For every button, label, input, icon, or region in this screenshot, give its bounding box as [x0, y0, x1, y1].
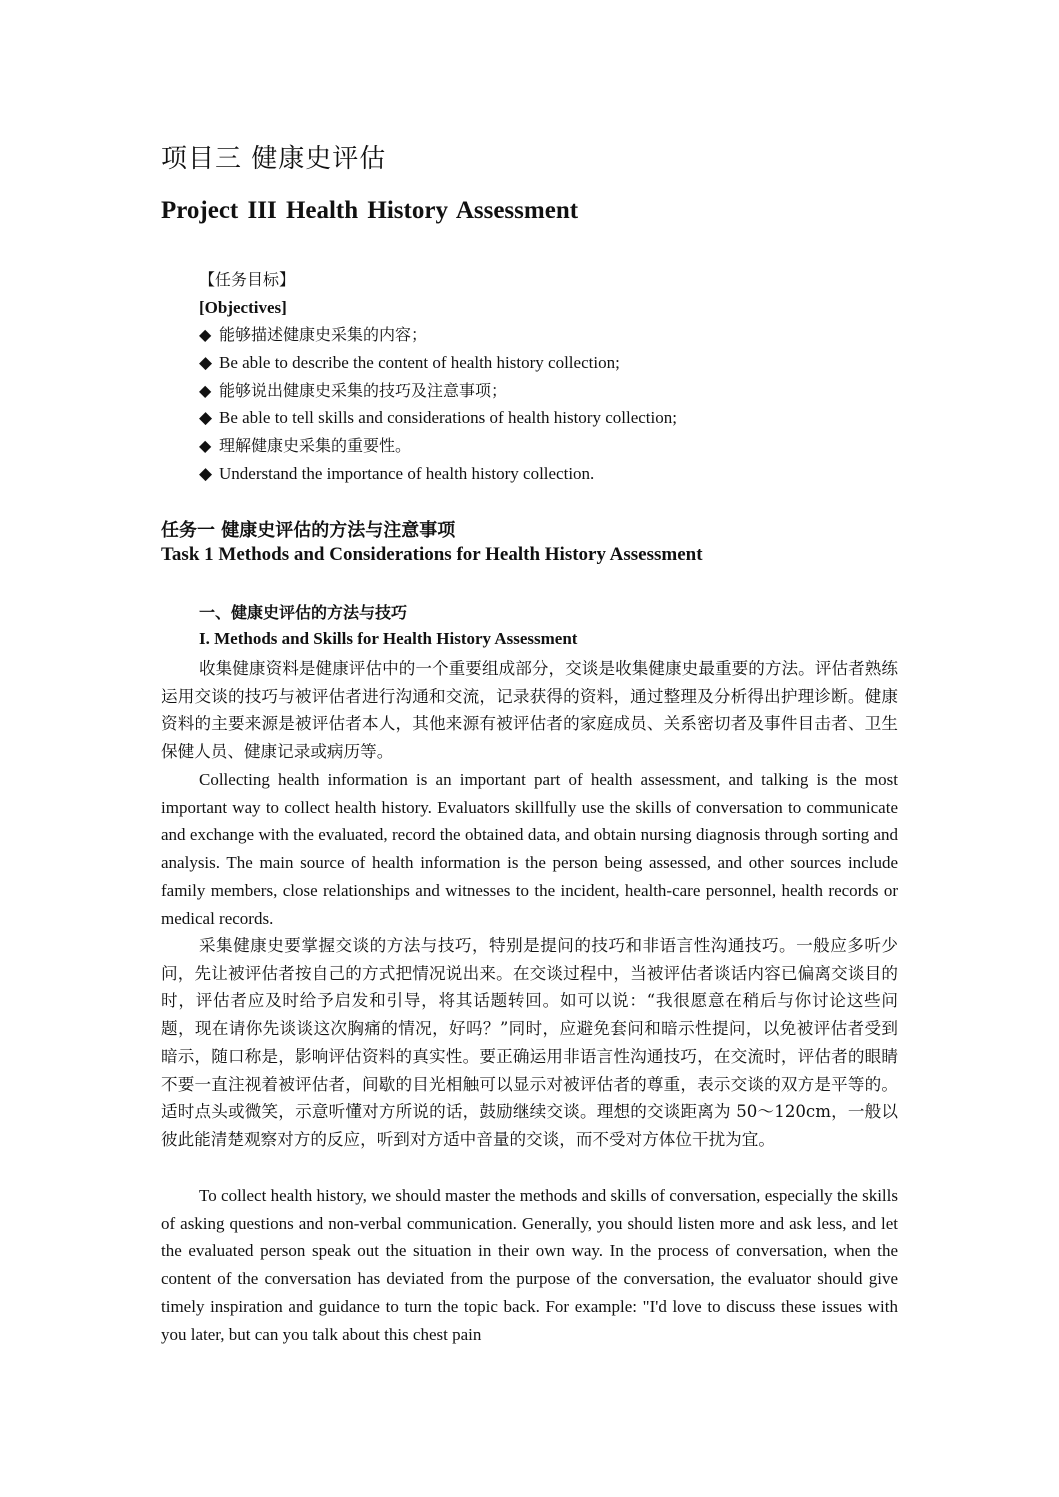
objectives-block — [199, 266, 899, 488]
paragraph-cn: 收集健康资料是健康评估中的一个重要组成部分，交谈是收集健康史最重要的方法。评估者熟练运用交谈的技巧与被评估者进行沟通和交流，记录获得的资料，通过整理及分析得出护理诊断。健康资料的主要来源是被评估者本人，其他来源有被评估者的家庭成员、关系密切者及事件目击者、卫生保健人员、健康记录或病历等。 — [161, 659, 898, 762]
project-title-cn: 项目三 健康史评估 — [161, 144, 387, 174]
paragraph-en: To collect health history, we should master the methods and skills of conversation, especially the skills of asking questions and non-verbal communication. Generally, you should listen more and ask less, and let the evaluated person speak out the situation in their own way. In the process of conversation, when the content of the conversation has deviated from the purpose of the conversation, the evaluator should give timely inspiration and guidance to turn the topic back. For example: "I'd love to discuss these issues with you later, but can you talk about this chest pain — [161, 1186, 898, 1344]
section-title-cn: 一、健康史评估的方法与技巧 — [199, 603, 408, 622]
task-title-en: Task 1 Methods and Considerations for Health History Assessment — [161, 544, 703, 565]
diamond-bullet-icon: ◆ — [199, 353, 213, 373]
objective-text: Be able to describe the content of health history collection; — [219, 353, 620, 373]
objectives-heading-cn: 【任务目标】 — [199, 270, 296, 289]
project-title-en: Project III Health History Assessment — [161, 197, 579, 224]
section-title-en: I. Methods and Skills for Health History Assessment — [199, 629, 578, 648]
objectives-heading-en: [Objectives] — [199, 297, 287, 317]
diamond-bullet-icon: ◆ — [199, 325, 212, 345]
objective-text: 能够描述健康史采集的内容； — [219, 325, 428, 345]
objective-text: Be able to tell skills and considerations of health history collection; — [219, 408, 677, 428]
objective-item — [199, 321, 899, 349]
diamond-bullet-icon: ◆ — [199, 380, 212, 400]
paragraph-cn: 采集健康史要掌握交谈的方法与技巧，特别是提问的技巧和非语言性沟通技巧。一般应多听少问，先让被评估者按自己的方式把情况说出来。在交谈过程中，当被评估者谈话内容已偏离交谈目的时，评估者应及时给予启发和引导，将其话题转回。如可以说：“我很愿意在稍后与你讨论这些问题，现在请你先谈谈这次胸痛的情况，好吗？”同时，应避免套问和暗示性提问，以免被评估者受到暗示，随口称是，影响评估资料的真实性。要正确运用非语言性沟通技巧，在交流时，评估者的眼睛不要一直注视着被评估者，间歇的目光相触可以显示对被评估者的尊重，表示交谈的双方是平等的。适时点头或微笑，示意听懂对方所说的话，鼓励继续交谈。理想的交谈距离为 50～120cm，一般以彼此能清楚观察对方的反应，听到对方适中音量的交谈，而不受对方体位干扰为宜。 — [161, 936, 898, 1149]
objective-text: 能够说出健康史采集的技巧及注意事项； — [219, 380, 508, 400]
objective-text: 理解健康史采集的重要性。 — [219, 436, 412, 456]
objective-item — [199, 377, 899, 405]
diamond-bullet-icon: ◆ — [199, 408, 213, 428]
task-title-cn: 任务一 健康史评估的方法与注意事项 — [161, 520, 456, 541]
objective-item — [199, 460, 899, 488]
objective-item — [199, 349, 899, 377]
objective-text: Understand the importance of health history collection. — [219, 463, 595, 483]
diamond-bullet-icon: ◆ — [199, 436, 212, 456]
objective-item — [199, 432, 899, 460]
diamond-bullet-icon: ◆ — [199, 463, 213, 483]
paragraph-en: Collecting health information is an important part of health assessment, and talking is the most important way to collect health history. Evaluators skillfully use the skills of conversation to communicate and exchange with the evaluated, record the obtained data, and obtain nursing diagnosis through sorting and analysis. The main source of health information is the person being assessed, and other sources include family members, close relationships and witnesses to the incident, health-care personnel, health records or medical records. — [161, 770, 898, 928]
objective-item — [199, 404, 899, 432]
